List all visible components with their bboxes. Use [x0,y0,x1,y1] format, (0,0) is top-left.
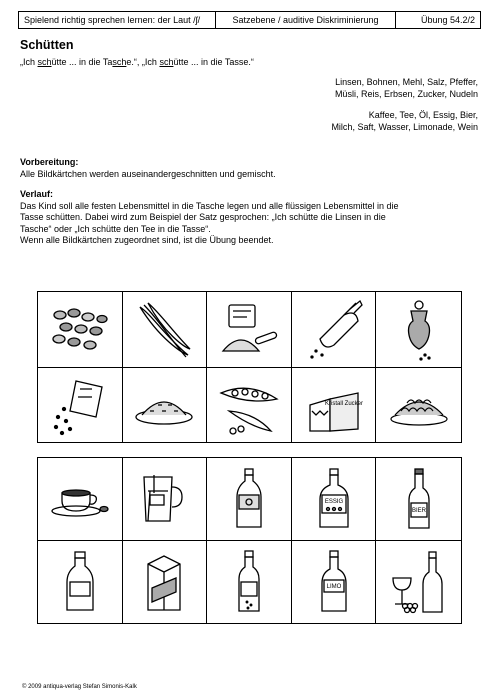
solid-foods-list: Linsen, Bohnen, Mehl, Salz, Pfeffer, Müsli, Reis, Erbsen, Zucker, Nudeln [334,77,478,99]
header-bar [18,11,481,29]
lentils-picture [38,292,123,368]
lemonade-bottle-picture [292,541,377,623]
header-exercise: Übung 54.2/2 [420,15,475,25]
beer-label: BIER [411,508,426,514]
milk-bottle-picture [38,541,123,623]
juice-carton-picture [123,541,208,623]
pepper-mill-picture [376,292,461,368]
coffee-cup-picture [38,458,123,541]
page-title: Schütten [20,38,74,52]
salt-scoop-picture [292,292,377,368]
muesli-picture [38,368,123,443]
solid-foods-grid [37,291,462,443]
vinegar-bottle-picture [292,458,377,541]
beer-bottle-picture [376,458,461,541]
peas-picture [207,368,292,443]
preparation-section [20,157,475,180]
procedure-section: Verlauf: Das Kind soll alle festen Lebensmittel in die Tasche legen und alle flüssigen Lebensmittel in die Tasse schütten. Dabei wird zum Beispiel der Satz gesprochen: „Ich schütte die Linsen in die Tasche“ oder „Ich schütte den Tee in die Tasse“. Wenn alle Bildkärtchen zugeordnet sind, ist die Übung beendet. [20,189,399,245]
preparation-heading: Vorbereitung: [20,157,79,167]
rice-bowl-picture [123,368,208,443]
wine-picture [376,541,461,623]
tea-cup-picture [123,458,208,541]
water-bottle-picture [207,541,292,623]
noodles-picture [376,368,461,443]
oil-bottle-picture [207,458,292,541]
header-series: Spielend richtig sprechen lernen: der Laut /ʃ/ [19,12,216,28]
beans-picture [123,292,208,368]
vinegar-label: ESSIG [324,499,343,505]
procedure-heading: Verlauf: [20,189,54,199]
lemonade-label: LIMO [326,584,341,590]
copyright-footer: © 2009 antiqua-verlag Stefan Simonis-Kalk [22,684,137,690]
liquid-foods-list: Kaffee, Tee, Öl, Essig, Bier, Milch, Saft, Wasser, Limonade, Wein [331,110,478,132]
sugar-picture [292,368,377,443]
liquids-grid [37,457,462,624]
sugar-label: Kristall Zucker [324,400,363,407]
flour-picture [207,292,292,368]
header-level: Satzebene / auditive Diskriminierung [216,12,396,28]
sentence-pattern: „Ich schütte ... in die Tasche.“, „Ich schütte ... in die Tasse.“ [20,57,254,67]
preparation-text: Alle Bildkärtchen werden auseinandergeschnitten und gemischt. [20,168,276,179]
